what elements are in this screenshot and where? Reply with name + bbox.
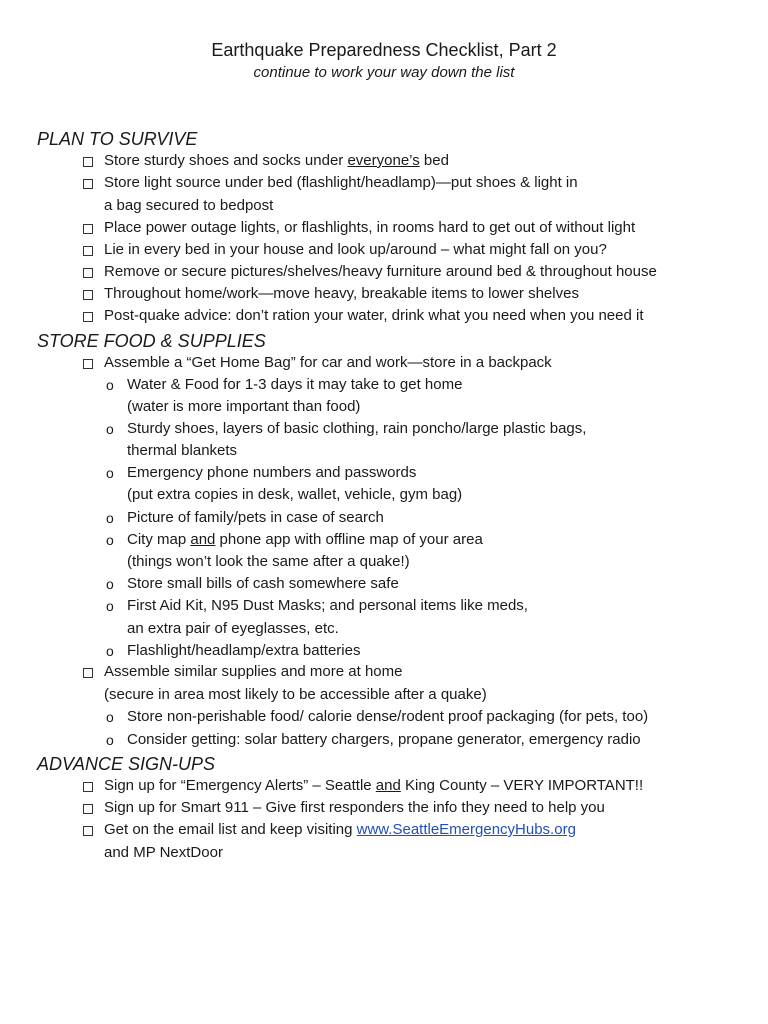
store-sub-2: Sturdy shoes, layers of basic clothing, rain poncho/large plastic bags, [127, 420, 587, 437]
bullet-icon: o [106, 465, 114, 481]
bullet-icon: o [106, 709, 114, 725]
checkbox[interactable] [83, 224, 93, 234]
checkbox[interactable] [83, 246, 93, 256]
checkbox[interactable] [83, 804, 93, 814]
store-sub-7-cont: an extra pair of eyeglasses, etc. [127, 620, 339, 637]
plan-item-5: Remove or secure pictures/shelves/heavy furniture around bed & throughout house [104, 263, 657, 280]
store-sub-1: Water & Food for 1-3 days it may take to get home [127, 376, 463, 393]
checkbox[interactable] [83, 826, 93, 836]
store-item-1: Assemble a “Get Home Bag” for car and work—store in a backpack [104, 354, 552, 371]
section-heading-plan: PLAN TO SURVIVE [37, 129, 198, 149]
plan-item-1: Store sturdy shoes and socks under everyone’s bed [104, 152, 449, 169]
store-sub-3: Emergency phone numbers and passwords [127, 464, 417, 481]
advance-item-1: Sign up for “Emergency Alerts” – Seattle and King County – VERY IMPORTANT!! [104, 777, 644, 794]
plan-item-6: Throughout home/work—move heavy, breakable items to lower shelves [104, 285, 579, 302]
plan-item-2: Store light source under bed (flashlight/headlamp)—put shoes & light in [104, 174, 578, 191]
plan-item-3: Place power outage lights, or flashlights, in rooms hard to get out of without light [104, 219, 636, 236]
store-sub-4: Picture of family/pets in case of search [127, 509, 384, 526]
bullet-icon: o [106, 732, 114, 748]
bullet-icon: o [106, 643, 114, 659]
checkbox[interactable] [83, 359, 93, 369]
bullet-icon: o [106, 510, 114, 526]
checkbox[interactable] [83, 268, 93, 278]
bullet-icon: o [106, 532, 114, 548]
store-sub-5-cont: (things won’t look the same after a quake!) [127, 553, 410, 570]
bullet-icon: o [106, 598, 114, 614]
store-sub-1-cont: (water is more important than food) [127, 398, 361, 415]
checkbox[interactable] [83, 782, 93, 792]
checkbox[interactable] [83, 668, 93, 678]
hubs-link[interactable]: www.SeattleEmergencyHubs.org [356, 821, 576, 838]
advance-item-3: Get on the email list and keep visiting www.SeattleEmergencyHubs.org [104, 821, 576, 838]
store-item-2: Assemble similar supplies and more at home [104, 663, 403, 680]
plan-item-4: Lie in every bed in your house and look up/around – what might fall on you? [104, 241, 607, 258]
bullet-icon: o [106, 576, 114, 592]
store-sub-6: Store small bills of cash somewhere safe [127, 575, 399, 592]
advance-item-2: Sign up for Smart 911 – Give first responders the info they need to help you [104, 799, 605, 816]
section-heading-store: STORE FOOD & SUPPLIES [37, 331, 266, 351]
advance-item-3-cont: and MP NextDoor [104, 844, 223, 861]
checkbox[interactable] [83, 157, 93, 167]
bullet-icon: o [106, 421, 114, 437]
checkbox[interactable] [83, 290, 93, 300]
store-sub2-2: Consider getting: solar battery chargers, propane generator, emergency radio [127, 731, 641, 748]
page-title: Earthquake Preparedness Checklist, Part 2 [211, 40, 557, 60]
page-subtitle: continue to work your way down the list [253, 64, 515, 81]
store-sub2-1: Store non-perishable food/ calorie dense/rodent proof packaging (for pets, too) [127, 708, 649, 725]
plan-item-2-cont: a bag secured to bedpost [104, 197, 274, 214]
store-sub-3-cont: (put extra copies in desk, wallet, vehicle, gym bag) [127, 486, 463, 503]
plan-item-7: Post-quake advice: don’t ration your water, drink what you need when you need it [104, 307, 644, 324]
store-item-2-cont: (secure in area most likely to be accessible after a quake) [104, 686, 487, 703]
checkbox[interactable] [83, 179, 93, 189]
bullet-icon: o [106, 377, 114, 393]
store-sub-7: First Aid Kit, N95 Dust Masks; and personal items like meds, [127, 597, 528, 614]
checkbox[interactable] [83, 312, 93, 322]
store-sub-8: Flashlight/headlamp/extra batteries [127, 642, 361, 659]
section-heading-advance: ADVANCE SIGN-UPS [37, 754, 216, 774]
store-sub-5: City map and phone app with offline map of your area [127, 531, 483, 548]
store-sub-2-cont: thermal blankets [127, 442, 238, 459]
